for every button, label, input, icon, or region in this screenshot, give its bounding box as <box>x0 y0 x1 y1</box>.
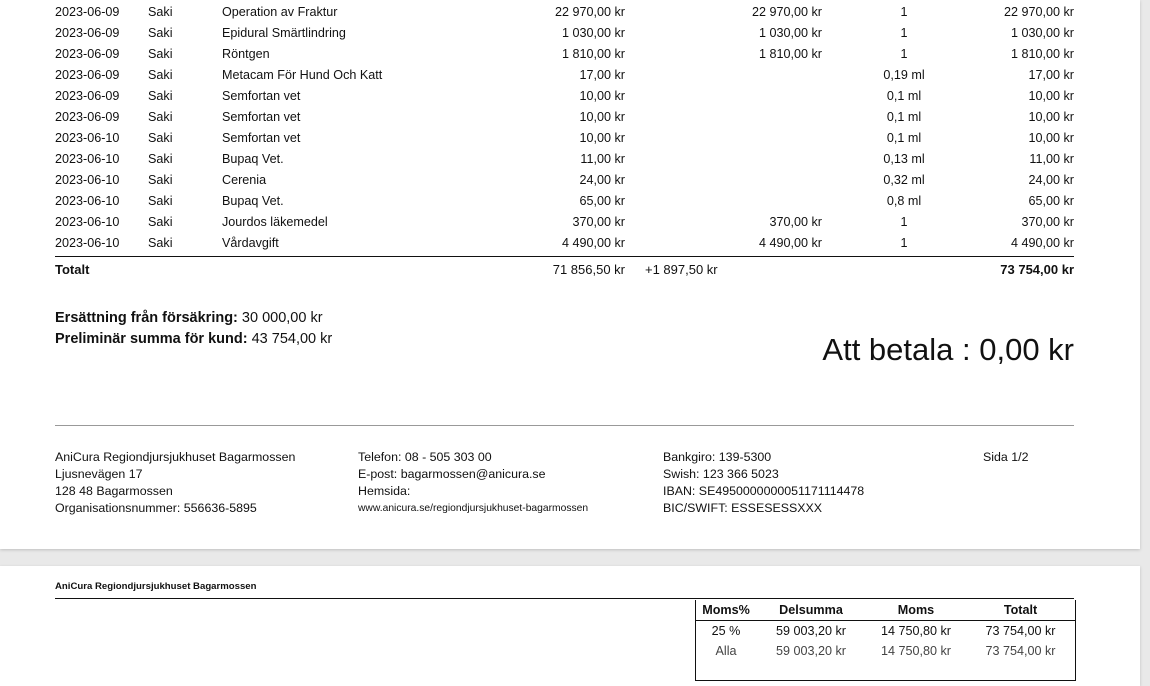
line-unit-price: 1 030,00 kr <box>758 26 822 40</box>
line-description: Cerenia <box>222 173 267 187</box>
line-unit-price: 22 970,00 kr <box>751 5 822 19</box>
line-date: 2023-06-09 <box>55 89 120 103</box>
line-amount: 22 970,00 kr <box>554 5 625 19</box>
line-quantity: 1 <box>900 236 908 250</box>
line-patient: Saki <box>148 89 173 103</box>
line-quantity: 0,19 ml <box>883 68 925 82</box>
vat-table-header <box>696 600 1075 621</box>
vat-total: 73 754,00 kr <box>985 644 1056 658</box>
invoice-line-row <box>0 170 1140 191</box>
insurance-compensation-label: Ersättning från försäkring: <box>55 310 238 326</box>
line-quantity: 1 <box>900 47 908 61</box>
line-quantity: 1 <box>900 215 908 229</box>
vat-subtotal: 59 003,20 kr <box>775 644 847 658</box>
line-patient: Saki <box>148 194 173 208</box>
line-patient: Saki <box>148 215 173 229</box>
invoice-line-row <box>0 2 1140 23</box>
invoice-line-row <box>0 233 1140 254</box>
line-total: 10,00 kr <box>1028 131 1074 145</box>
line-description: Semfortan vet <box>222 110 301 124</box>
invoice-line-row <box>0 23 1140 44</box>
footer-iban: IBAN: SE4950000000051171114478 <box>663 484 865 498</box>
invoice-line-row <box>0 107 1140 128</box>
totals-divider <box>55 256 1074 257</box>
footer-company-orgnr: Organisationsnummer: 556636-5895 <box>55 501 257 515</box>
amount-to-pay: Att betala : 0,00 kr <box>822 332 1074 367</box>
totals-amount: 71 856,50 kr <box>552 262 625 277</box>
preliminary-sum <box>55 329 332 349</box>
line-quantity: 0,32 ml <box>883 173 925 187</box>
line-patient: Saki <box>148 173 173 187</box>
line-description: Bupaq Vet. <box>222 194 284 208</box>
line-description: Vårdavgift <box>222 236 279 250</box>
invoice-line-row <box>0 65 1140 86</box>
line-date: 2023-06-09 <box>55 68 120 82</box>
line-quantity: 0,1 ml <box>886 89 922 103</box>
line-date: 2023-06-10 <box>55 173 120 187</box>
line-amount: 10,00 kr <box>579 110 625 124</box>
line-patient: Saki <box>148 47 173 61</box>
line-patient: Saki <box>148 26 173 40</box>
line-description: Jourdos läkemedel <box>222 215 328 229</box>
footer-company-name: AniCura Regiondjursjukhuset Bagarmossen <box>55 450 296 464</box>
line-total: 65,00 kr <box>1028 194 1074 208</box>
line-total: 1 810,00 kr <box>1010 47 1074 61</box>
invoice-line-row <box>0 191 1140 212</box>
page2-header-divider <box>55 598 1074 599</box>
vat-amount: 14 750,80 kr <box>880 624 952 638</box>
footer-divider <box>55 425 1074 426</box>
vat-col-total: Totalt <box>1003 603 1038 617</box>
footer-website-url: www.anicura.se/regiondjursjukhuset-bagarmossen <box>358 503 589 514</box>
line-amount: 10,00 kr <box>579 89 625 103</box>
footer-bankgiro: Bankgiro: 139-5300 <box>663 450 772 464</box>
line-total: 11,00 kr <box>1029 152 1074 166</box>
line-total: 370,00 kr <box>1021 215 1074 229</box>
totals-vat-diff: +1 897,50 kr <box>645 262 718 277</box>
line-description: Bupaq Vet. <box>222 152 284 166</box>
footer-website-label: Hemsida: <box>358 484 411 498</box>
footer-company-street: Ljusnevägen 17 <box>55 467 143 481</box>
line-date: 2023-06-09 <box>55 5 120 19</box>
footer-swish: Swish: 123 366 5023 <box>663 467 779 481</box>
footer-email: E-post: bagarmossen@anicura.se <box>358 467 546 481</box>
line-amount: 10,00 kr <box>579 131 625 145</box>
line-total: 24,00 kr <box>1028 173 1074 187</box>
line-unit-price: 1 810,00 kr <box>758 47 822 61</box>
line-date: 2023-06-10 <box>55 194 120 208</box>
line-total: 4 490,00 kr <box>1010 236 1074 250</box>
line-amount: 1 810,00 kr <box>561 47 625 61</box>
line-description: Metacam För Hund Och Katt <box>222 68 383 82</box>
invoice-page-2 <box>0 566 1140 686</box>
vat-subtotal: 59 003,20 kr <box>775 624 847 638</box>
footer-phone: Telefon: 08 - 505 303 00 <box>358 450 492 464</box>
line-quantity: 0,8 ml <box>886 194 922 208</box>
line-total: 10,00 kr <box>1028 110 1074 124</box>
line-unit-price: 4 490,00 kr <box>758 236 822 250</box>
line-patient: Saki <box>148 5 173 19</box>
line-patient: Saki <box>148 131 173 145</box>
line-patient: Saki <box>148 68 173 82</box>
invoice-line-row <box>0 149 1140 170</box>
line-description: Semfortan vet <box>222 131 301 145</box>
totals-label: Totalt <box>55 262 90 277</box>
invoice-line-row <box>0 44 1140 65</box>
line-date: 2023-06-10 <box>55 131 120 145</box>
footer-company-city: 128 48 Bagarmossen <box>55 484 173 498</box>
line-quantity: 0,13 ml <box>883 152 925 166</box>
vat-total: 73 754,00 kr <box>985 624 1056 638</box>
line-quantity: 0,1 ml <box>886 131 922 145</box>
insurance-compensation-value: 30 000,00 kr <box>241 310 323 326</box>
line-amount: 370,00 kr <box>572 215 625 229</box>
line-patient: Saki <box>148 236 173 250</box>
invoice-line-row <box>0 212 1140 233</box>
page2-header: AniCura Regiondjursjukhuset Bagarmossen <box>55 581 257 592</box>
line-total: 1 030,00 kr <box>1010 26 1074 40</box>
insurance-compensation <box>55 308 323 328</box>
line-amount: 1 030,00 kr <box>561 26 625 40</box>
preliminary-sum-label: Preliminär summa för kund: <box>55 331 248 347</box>
preliminary-sum-value: 43 754,00 kr <box>251 331 333 347</box>
footer-company <box>55 449 295 517</box>
line-description: Semfortan vet <box>222 89 301 103</box>
line-date: 2023-06-10 <box>55 215 120 229</box>
vat-summary-table <box>695 600 1076 681</box>
line-quantity: 0,1 ml <box>886 110 922 124</box>
footer-bank <box>663 449 864 517</box>
vat-row-25 <box>696 621 1075 641</box>
invoice-line-row <box>0 128 1140 149</box>
line-unit-price: 370,00 kr <box>769 215 822 229</box>
line-description: Röntgen <box>222 47 270 61</box>
line-amount: 17,00 kr <box>579 68 625 82</box>
line-description: Operation av Fraktur <box>222 5 338 19</box>
totals-grand: 73 754,00 kr <box>1000 262 1074 277</box>
line-amount: 65,00 kr <box>579 194 625 208</box>
line-date: 2023-06-10 <box>55 152 120 166</box>
vat-col-rate: Moms% <box>702 603 750 617</box>
vat-amount: 14 750,80 kr <box>880 644 952 658</box>
line-quantity: 1 <box>900 26 908 40</box>
line-patient: Saki <box>148 110 173 124</box>
line-date: 2023-06-09 <box>55 47 120 61</box>
line-date: 2023-06-09 <box>55 110 120 124</box>
line-description: Epidural Smärtlindring <box>222 26 346 40</box>
footer-contact <box>358 449 588 517</box>
line-date: 2023-06-10 <box>55 236 120 250</box>
vat-row-all <box>696 641 1075 661</box>
vat-rate: Alla <box>715 644 737 658</box>
line-total: 22 970,00 kr <box>1003 5 1074 19</box>
vat-rate: 25 % <box>711 624 741 638</box>
line-amount: 11,00 kr <box>580 152 625 166</box>
line-total: 10,00 kr <box>1028 89 1074 103</box>
page-number: Sida 1/2 <box>983 450 1029 464</box>
line-total: 17,00 kr <box>1028 68 1074 82</box>
vat-col-vat: Moms <box>897 603 935 617</box>
line-amount: 4 490,00 kr <box>561 236 625 250</box>
line-amount: 24,00 kr <box>579 173 625 187</box>
footer-bic: BIC/SWIFT: ESSESESSXXX <box>663 501 823 515</box>
line-date: 2023-06-09 <box>55 26 120 40</box>
line-quantity: 1 <box>900 5 908 19</box>
line-patient: Saki <box>148 152 173 166</box>
vat-col-subtotal: Delsumma <box>779 603 843 617</box>
invoice-line-row <box>0 86 1140 107</box>
